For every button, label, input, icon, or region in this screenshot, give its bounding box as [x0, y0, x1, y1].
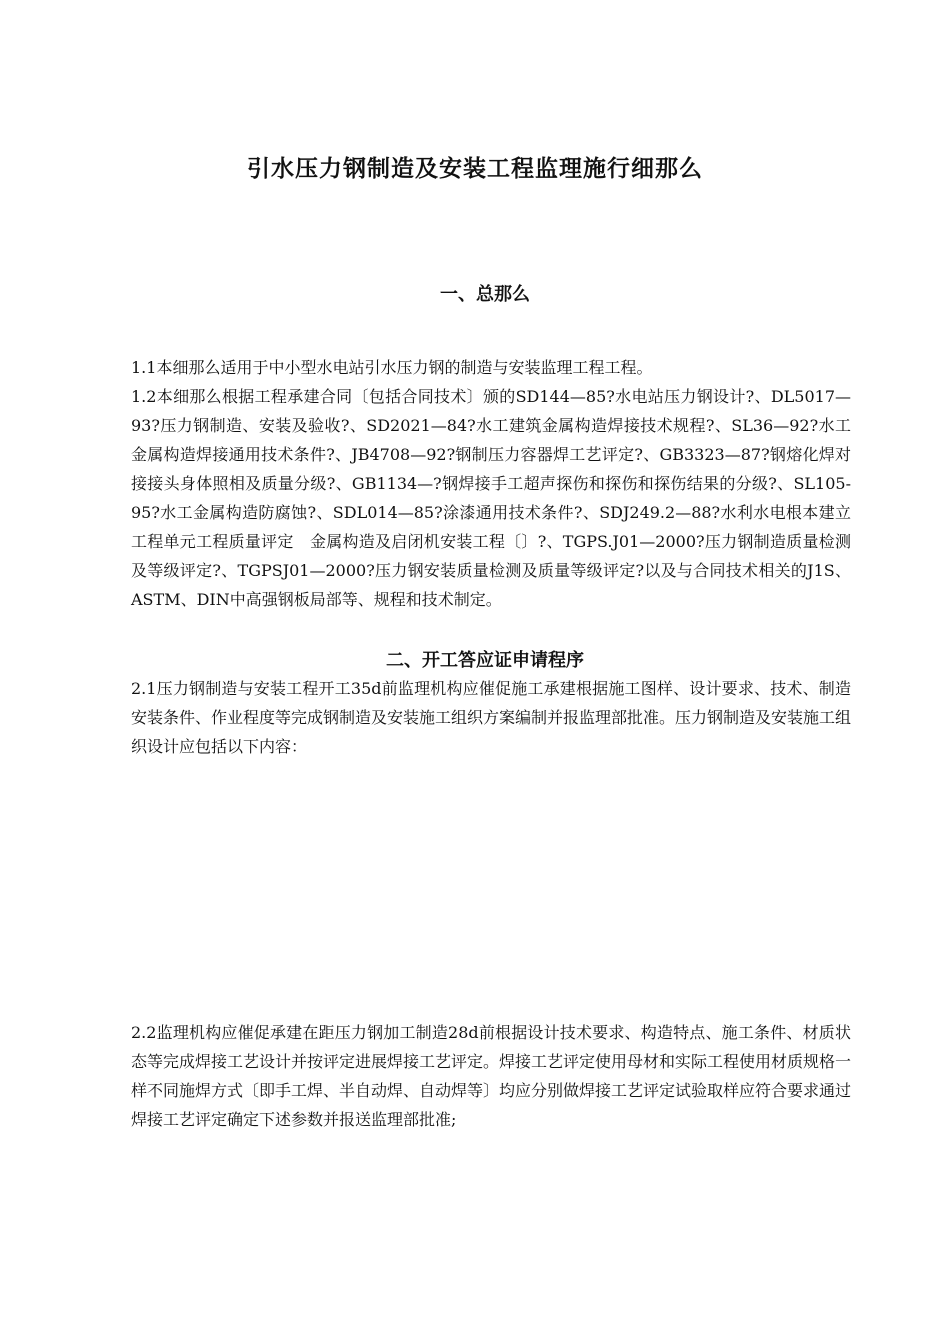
section-permit-body: [131, 674, 851, 761]
paragraph-1-2: 1.2本细那么根据工程承建合同〔包括合同技术〕颁的SD144—85?水电站压力钢设计?、DL5017—93?压力钢制造、安装及验收?、SD2021—84?水工建筑金属构造焊接技术规程?、SL36—92?水工金属构造焊接通用技术条件?、JB4708—92?钢制压力容器焊工艺评定?、GB3323—87?钢熔化焊对接接头身体照相及质量分级?、GB1134—?钢焊接手工超声探伤和探伤和探伤结果的分级?、SL105-95?水工金属构造防腐蚀?、SDL014—85?涂漆通用技术条件?、SDJ249.2—88?水利水电根本建立工程单元工程质量评定 金属构造及启闭机安装工程〔〕?、TGPS.J01—2000?压力钢制造质量检测及等级评定?、TGPSJ01—2000?压力钢安装质量检测及质量等级评定?以及与合同技术相关的J1S、ASTM、DIN中高强钢板局部等、规程和技术制定。: [131, 387, 851, 609]
section-general-body: [131, 353, 851, 614]
paragraph-1-1: 1.1本细那么适用于中小型水电站引水压力钢的制造与安装监理工程工程。: [131, 358, 653, 377]
section-heading-general: 一、总那么: [440, 284, 530, 305]
section-heading-permit: 二、开工答应证申请程序: [386, 650, 584, 671]
paragraph-2-2: 2.2监理机构应催促承建在距压力钢加工制造28d前根据设计技术要求、构造特点、施工条件、材质状态等完成焊接工艺设计并按评定进展焊接工艺评定。焊接工艺评定使用母材和实际工程使用材质规格一样不同施焊方式〔即手工焊、半自动焊、自动焊等〕均应分别做焊接工艺评定试验取样应符合要求通过焊接工艺评定确定下述参数并报送监理部批准;: [131, 1023, 852, 1129]
paragraph-2-1: 2.1压力钢制造与安装工程开工35d前监理机构应催促施工承建根据施工图样、设计要求、技术、制造安装条件、作业程度等完成钢制造及安装施工组织方案编制并报监理部批准。压力钢制造及安装施工组织设计应包括以下内容：: [131, 679, 852, 756]
document-title: 引水压力钢制造及安装工程监理施行细那么: [247, 156, 703, 182]
section-permit-body-continued: [131, 1018, 851, 1134]
